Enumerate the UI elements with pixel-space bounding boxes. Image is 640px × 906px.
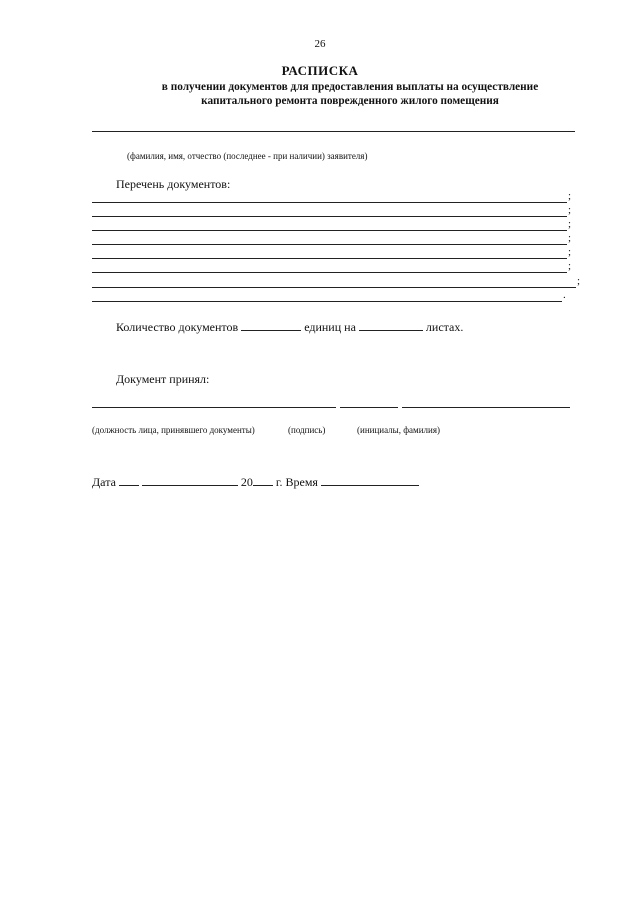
position-line[interactable] xyxy=(92,407,336,408)
applicant-caption: (фамилия, имя, отчество (последнее - при наличии) заявителя) xyxy=(127,151,368,161)
document-line-end: ; xyxy=(568,232,572,244)
document-subtitle xyxy=(110,80,590,108)
document-line-end: ; xyxy=(568,218,572,230)
year-suffix: г. xyxy=(275,475,283,489)
date-label: Дата xyxy=(92,475,116,489)
document-line-end: ; xyxy=(568,260,572,272)
document-line-end: ; xyxy=(568,190,572,202)
document-line-end: ; xyxy=(568,246,572,258)
documents-list-label: Перечень документов: xyxy=(116,177,231,191)
subtitle-line-1: в получении документов для предоставления выплаты на осуществление xyxy=(161,81,539,93)
document-line-end: ; xyxy=(568,204,572,216)
subtitle-line-2: капитального ремонта поврежденного жилого помещения xyxy=(201,95,499,107)
position-caption: (должность лица, принявшего документы) xyxy=(92,425,255,435)
day-blank[interactable] xyxy=(119,474,139,486)
signature-caption: (подпись) xyxy=(288,425,326,435)
quantity-middle: единиц на xyxy=(304,320,356,334)
quantity-row xyxy=(116,319,463,335)
accepted-label: Документ принял: xyxy=(116,372,210,386)
signature-line[interactable] xyxy=(340,407,398,408)
year-prefix: 20 xyxy=(240,475,253,489)
month-blank[interactable] xyxy=(142,474,238,486)
document-title: РАСПИСКА xyxy=(281,63,359,78)
quantity-documents-blank[interactable] xyxy=(241,319,301,331)
page-number: 26 xyxy=(314,38,326,50)
applicant-name-line[interactable] xyxy=(92,131,575,132)
time-blank[interactable] xyxy=(321,474,419,486)
date-row xyxy=(92,474,419,490)
document-line-end: . xyxy=(563,289,566,301)
initials-line[interactable] xyxy=(402,407,570,408)
year-blank[interactable] xyxy=(253,474,273,486)
initials-caption: (инициалы, фамилия) xyxy=(357,425,440,435)
document-line-end: ; xyxy=(577,275,581,287)
quantity-sheets-blank[interactable] xyxy=(359,319,423,331)
quantity-suffix: листах. xyxy=(425,320,464,334)
quantity-prefix: Количество документов xyxy=(116,320,239,334)
time-label: Время xyxy=(285,475,318,489)
